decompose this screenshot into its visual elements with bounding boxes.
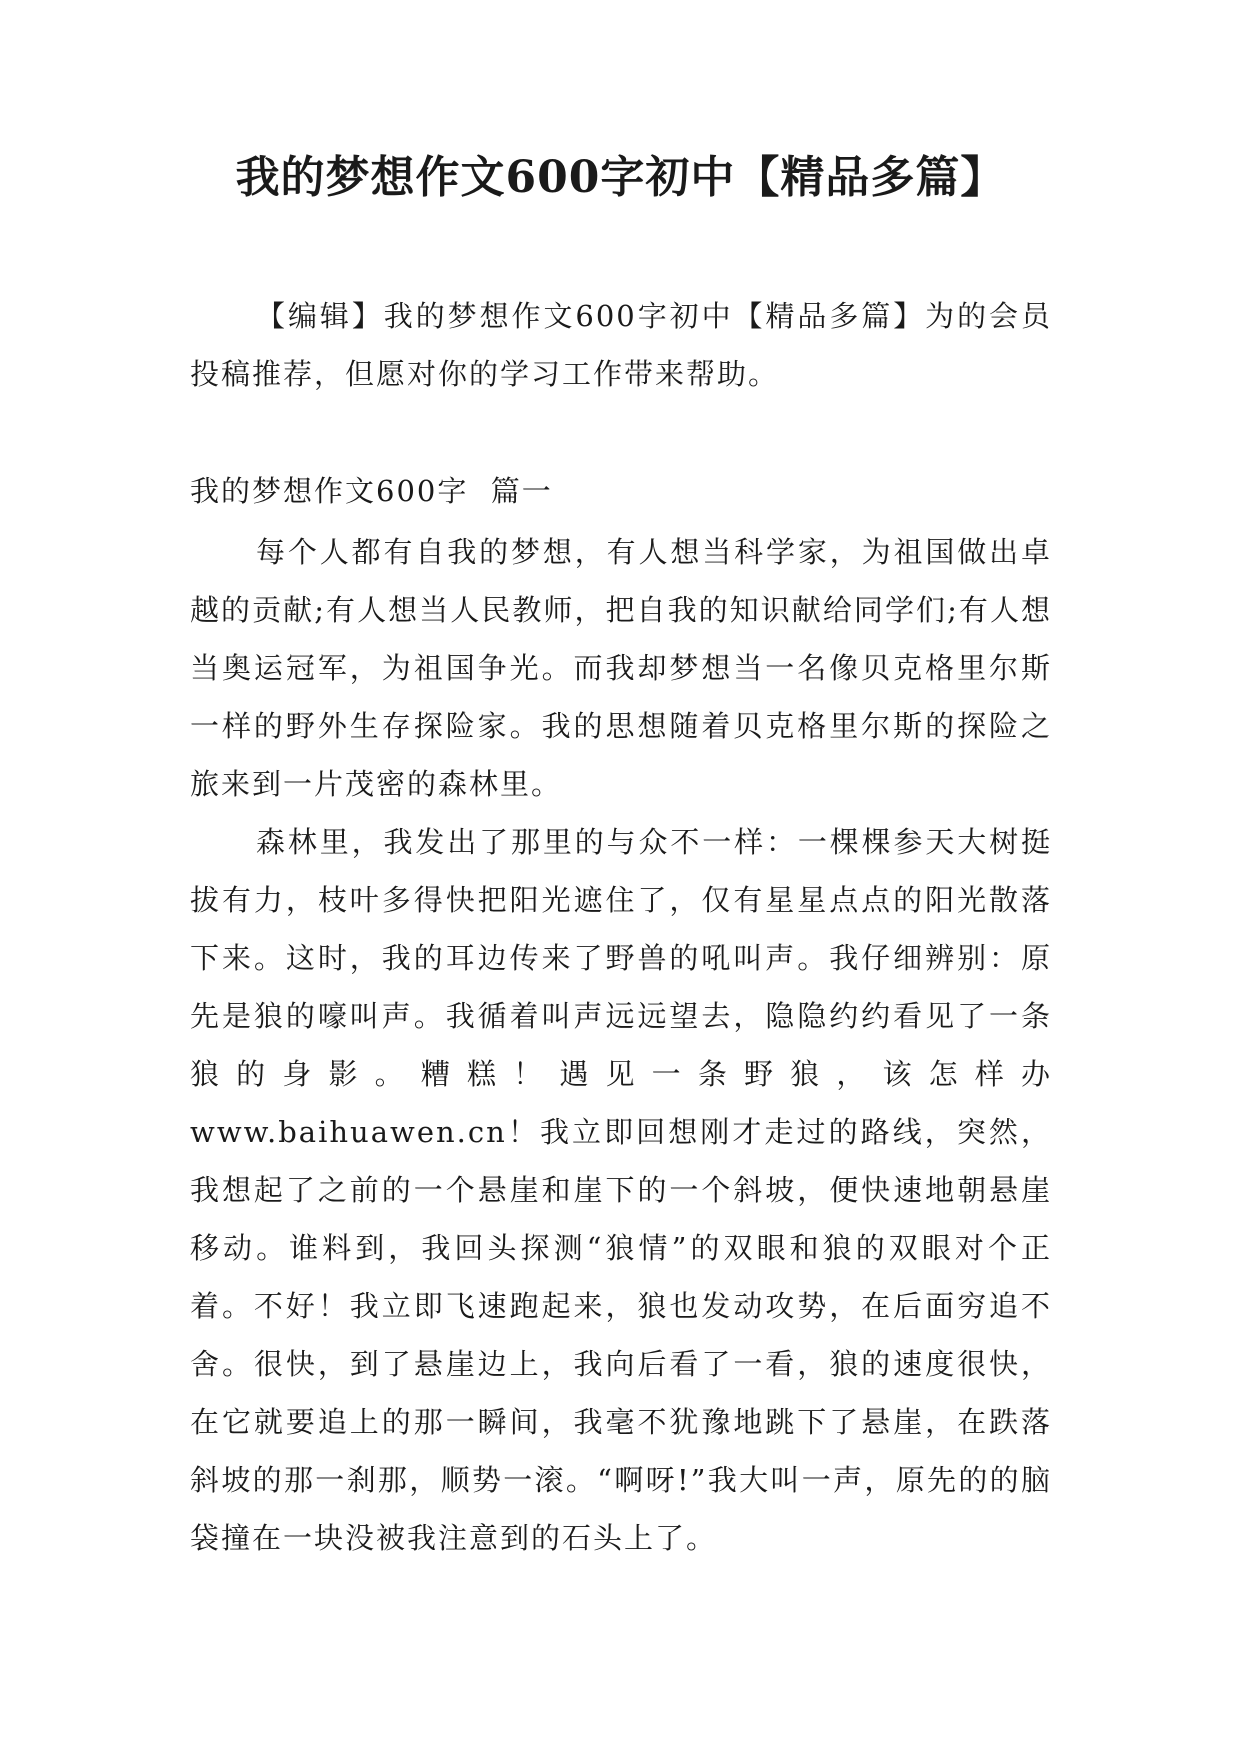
body-paragraph: 森林里，我发出了那里的与众不一样：一棵棵参天大树挺拔有力，枝叶多得快把阳光遮住了，仅有星星点点的阳光散落下来。这时，我的耳边传来了野兽的吼叫声。我仔细辨别：原先是狼的嚎叫声。我循着叫声远远望去，隐隐约约看见了一条狼的身影。糟糕！遇见一条野狼，该怎样办www.baihuawen.cn！我立即回想刚才走过的路线，突然，我想起了之前的一个悬崖和崖下的一个斜坡，便快速地朝悬崖移动。谁料到，我回头探测“狼情”的双眼和狼的双眼对个正着。不好！我立即飞速跑起来，狼也发动攻势，在后面穷追不舍。很快，到了悬崖边上，我向后看了一看，狼的速度很快，在它就要追上的那一瞬间，我毫不犹豫地跳下了悬崖，在跌落斜坡的那一刹那，顺势一滚。“啊呀!”我大叫一声，原先的的脑袋撞在一块没被我注意到的石头上了。 <box>190 825 1052 1555</box>
document-title: 我的梦想作文600字初中【精品多篇】 <box>235 152 1006 203</box>
intro-paragraph: 【编辑】我的梦想作文600字初中【精品多篇】为的会员投稿推荐，但愿对你的学习工作带来帮助。 <box>190 299 1052 391</box>
section-heading: 我的梦想作文600字 篇一 <box>190 474 553 508</box>
body-paragraph: 每个人都有自我的梦想，有人想当科学家，为祖国做出卓越的贡献;有人想当人民教师，把自我的知识献给同学们;有人想当奥运冠军，为祖国争光。而我却梦想当一名像贝克格里尔斯一样的野外生存探险家。我的思想随着贝克格里尔斯的探险之旅来到一片茂密的森林里。 <box>190 535 1052 801</box>
